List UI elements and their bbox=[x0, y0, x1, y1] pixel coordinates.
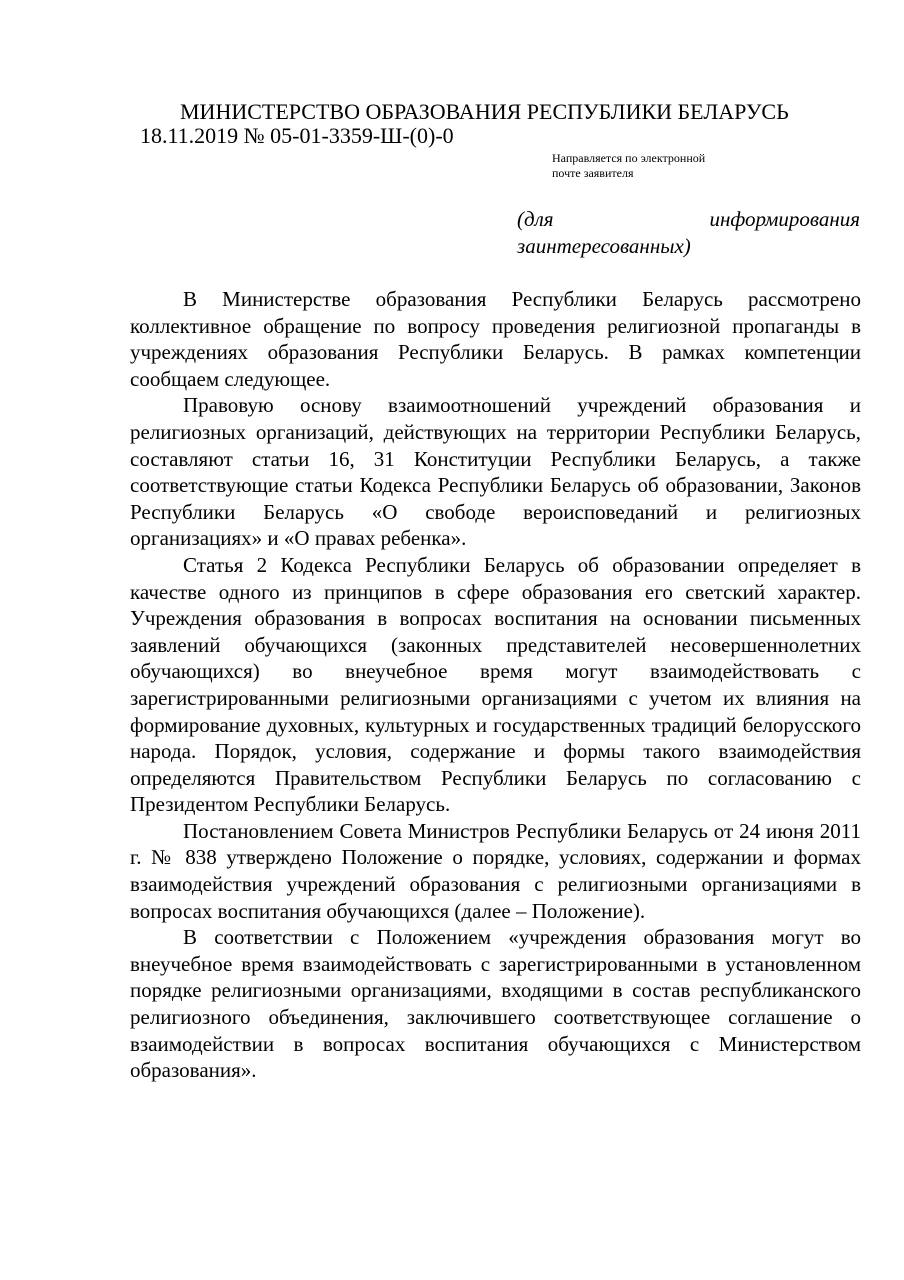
delivery-note bbox=[552, 151, 752, 181]
ministry-heading: МИНИСТЕРСТВО ОБРАЗОВАНИЯ РЕСПУБЛИКИ БЕЛАРУСЬ bbox=[180, 99, 789, 124]
paragraph: В соответствии с Положением «учреждения образования могут во внеучебное время взаимодействовать с зарегистрированными в установленном порядке религиозными организациями, входящими в состав республиканского религиозного объединения, заключившего соответствующее соглашение о взаимодействии в вопросах воспитания обучающихся с Министерством образования». bbox=[130, 925, 861, 1083]
addressee-word-2: информирования bbox=[709, 207, 860, 231]
delivery-note-line-2: почте заявителя bbox=[552, 166, 634, 180]
addressee-line-2: заинтересованных) bbox=[517, 234, 691, 258]
letter-body bbox=[130, 286, 861, 1084]
delivery-note-line-1: Направляется по электронной bbox=[552, 151, 706, 165]
addressee-word-1: (для bbox=[517, 207, 554, 231]
document-date-number: 18.11.2019 № 05-01-3359-Ш-(0)-0 bbox=[140, 123, 454, 148]
paragraph: Правовую основу взаимоотношений учреждений образования и религиозных организаций, действующих на территории Республики Беларусь, составляют статьи 16, 31 Конституции Республики Беларусь, а также соответствующие статьи Кодекса Республики Беларусь об образовании, Законов Республики Беларусь «О свободе вероисповеданий и религиозных организациях» и «О правах ребенка». bbox=[130, 393, 861, 551]
addressee-block bbox=[517, 206, 860, 260]
paragraph: В Министерстве образования Республики Беларусь рассмотрено коллективное обращение по вопросу проведения религиозной пропаганды в учреждениях образования Республики Беларусь. В рамках компетенции сообщаем следующее. bbox=[130, 287, 861, 391]
addressee-line-1 bbox=[517, 206, 860, 233]
paragraph: Статья 2 Кодекса Республики Беларусь об образовании определяет в качестве одного из принципов в сфере образования его светский характер. Учреждения образования в вопросах воспитания на основании письменных заявлений обучающихся (законных представителей несовершеннолетних обучающихся) во внеучебное время могут взаимодействовать с зарегистрированными религиозными организациями с учетом их влияния на формирование духовных, культурных и государственных традиций белорусского народа. Порядок, условия, содержание и формы такого взаимодействия определяются Правительством Республики Беларусь по согласованию с Президентом Республики Беларусь. bbox=[130, 552, 861, 817]
paragraph: Постановлением Совета Министров Республики Беларусь от 24 июня 2011 г. № 838 утверждено Положение о порядке, условиях, содержании и формах взаимодействия учреждений образования с религиозными организациями в вопросах воспитания обучающихся (далее – Положение). bbox=[130, 818, 861, 923]
